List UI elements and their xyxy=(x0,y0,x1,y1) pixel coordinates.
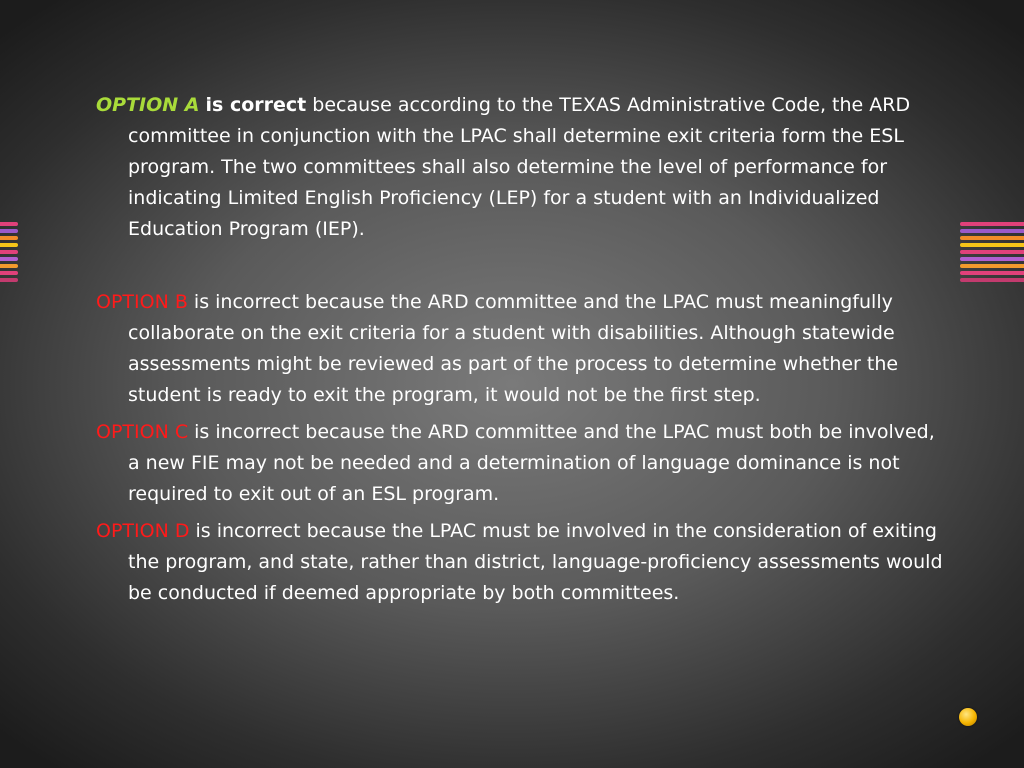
option-a-text: because according to the TEXAS Administrative Code, the ARD committee in conjunction with the LPAC shall determine exit criteria form the ESL program. The two committees shall also determine the level of performance for indicating Limited English Proficiency (LEP) for a student with an Individualized Education Program (IEP). xyxy=(128,94,911,240)
stripe xyxy=(960,257,1024,261)
stripe xyxy=(960,278,1024,282)
stripe xyxy=(960,271,1024,275)
option-b-label: OPTION B xyxy=(96,291,188,313)
left-decorative-stripes xyxy=(0,222,18,286)
stripe xyxy=(0,243,18,247)
stripe xyxy=(960,264,1024,268)
stripe xyxy=(0,278,18,282)
stripe xyxy=(0,257,18,261)
stripe xyxy=(960,229,1024,233)
stripe xyxy=(960,236,1024,240)
option-c-text: is incorrect because the ARD committee and the LPAC must both be involved, a new FIE may not be needed and a determination of language dominance is not required to exit out of an ESL program. xyxy=(128,421,935,505)
orange-dot-icon[interactable] xyxy=(959,708,977,726)
paragraph-option-c xyxy=(96,417,946,510)
stripe xyxy=(0,271,18,275)
slide-body xyxy=(96,90,946,609)
stripe xyxy=(0,264,18,268)
paragraph-option-a xyxy=(96,90,946,245)
option-a-verdict: is correct xyxy=(205,94,307,116)
stripe xyxy=(0,250,18,254)
option-b-text: is incorrect because the ARD committee and the LPAC must meaningfully collaborate on the exit criteria for a student with disabilities. Although statewide assessments might be reviewed as part of the process to determine whether the student is ready to exit the program, it would not be the first step. xyxy=(128,291,899,406)
option-a-label: OPTION A xyxy=(96,94,200,116)
stripe xyxy=(960,222,1024,226)
stripe xyxy=(0,222,18,226)
option-d-label: OPTION D xyxy=(96,520,190,542)
stripe xyxy=(960,243,1024,247)
right-decorative-stripes xyxy=(960,222,1024,286)
option-c-label: OPTION C xyxy=(96,421,189,443)
stripe xyxy=(960,250,1024,254)
stripe xyxy=(0,229,18,233)
stripe xyxy=(0,236,18,240)
option-d-text: is incorrect because the LPAC must be involved in the consideration of exiting the program, and state, rather than district, language-proficiency assessments would be conducted if deemed appropriate by both committees. xyxy=(128,520,943,604)
paragraph-option-b xyxy=(96,287,946,411)
paragraph-option-d xyxy=(96,516,946,609)
